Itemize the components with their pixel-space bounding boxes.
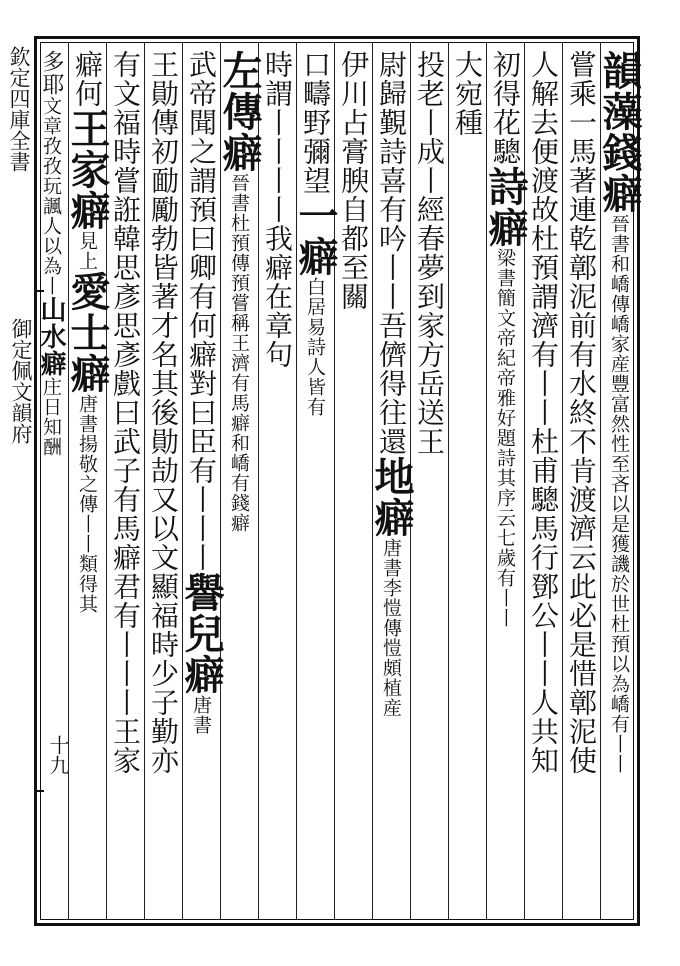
fish-tail-mark-bottom — [34, 790, 44, 792]
entry-annotation: 梁書簡文帝紀帝雅好題詩其序云七歲有丨丨 — [494, 248, 516, 628]
library-label: 欽定四庫全書 — [7, 46, 31, 172]
entry-annotation: 庄日 — [40, 377, 62, 417]
book-title: 御定佩文韻府 — [9, 318, 33, 444]
body-text: 伊川占膏腴自都至關 — [337, 50, 370, 311]
body-text: 王勛傳初勔勵勃皆著才名其後勛劼又以文顯福時少子勤亦 — [147, 50, 180, 775]
entry-heading: 愛士癖 — [64, 271, 111, 394]
body-text: 時謂丨丨丨丨我癖在章句 — [261, 50, 294, 369]
text-column-8 — [336, 50, 372, 910]
body-text: 投老丨成丨經春夢到家方岳送王 — [413, 50, 446, 456]
entry-heading: 譽兒癖 — [178, 572, 225, 695]
body-text: 有文福時嘗誑韓思彥思彥戲曰武子有馬癖君有丨丨丨王家 — [109, 50, 142, 775]
text-column-14 — [108, 50, 144, 910]
body-text: 嘗乘一馬著連乾鄣泥前有水終不肯渡濟云此必是惜鄣泥使 — [565, 50, 598, 775]
text-column-7 — [368, 50, 415, 910]
entry-heading: 韻藻錢癖 — [596, 50, 643, 214]
body-text: 口疇野彌望 — [299, 50, 332, 195]
page-number: 十九 — [46, 735, 70, 775]
entry-heading: 地癖 — [368, 456, 415, 538]
body-text: 武帝聞之謂預曰卿有何癖對曰臣有丨丨丨 — [185, 50, 218, 572]
entry-annotation: 唐書 — [190, 695, 212, 735]
entry-annotation: 知酬 — [40, 417, 62, 457]
body-text: 尉歸覲詩喜有吟丨丨吾儕得往還 — [375, 50, 408, 456]
body-text: 人解去便渡故杜預謂濟有丨丨杜甫驄馬行鄧公丨丨人共知 — [527, 50, 560, 775]
text-column-13 — [146, 50, 182, 910]
entry-annotation: 白居易詩人皆有 — [304, 277, 326, 417]
text-column-2 — [564, 50, 600, 910]
text-column-6 — [412, 50, 448, 910]
entry-annotation: 唐書揚敬之傳丨丨類得其 — [76, 394, 98, 614]
entry-heading: 王家癖 — [64, 108, 111, 231]
text-column-16 — [36, 50, 70, 910]
entry-annotation: 見上 — [76, 231, 98, 271]
entry-annotation: 晉書和嶠傳嶠家産豐富然性至吝以是獲譏於世杜預以為嶠有丨丨 — [608, 214, 630, 774]
entry-annotation: 晉書杜預傳預嘗稱王濟有馬癖和嶠有錢癖 — [228, 173, 250, 533]
text-column-9 — [292, 50, 339, 910]
text-column-12 — [178, 50, 225, 910]
entry-annotation: 文章孜孜玩諷人以為丨 — [40, 96, 62, 296]
body-text: 初得花驄 — [489, 50, 522, 166]
column-rule — [448, 42, 449, 920]
entry-heading: 左傳癖 — [216, 50, 263, 173]
text-column-15 — [64, 50, 111, 910]
entry-annotation: 唐書李愷傳愷頗植産 — [380, 538, 402, 718]
margin-strip — [0, 0, 32, 966]
body-text: 癖何 — [71, 50, 104, 108]
text-column-10 — [260, 50, 296, 910]
text-column-11 — [216, 50, 263, 910]
entry-heading: 一癖 — [292, 195, 339, 277]
entry-heading: 詩癖 — [482, 166, 529, 248]
entry-heading: 山水癖 — [36, 296, 66, 377]
text-column-3 — [526, 50, 562, 910]
body-text: 多耶 — [39, 50, 64, 96]
text-column-4 — [482, 50, 529, 910]
text-column-5 — [450, 50, 486, 910]
body-text: 大宛種 — [451, 50, 484, 137]
text-column-1 — [596, 50, 643, 910]
